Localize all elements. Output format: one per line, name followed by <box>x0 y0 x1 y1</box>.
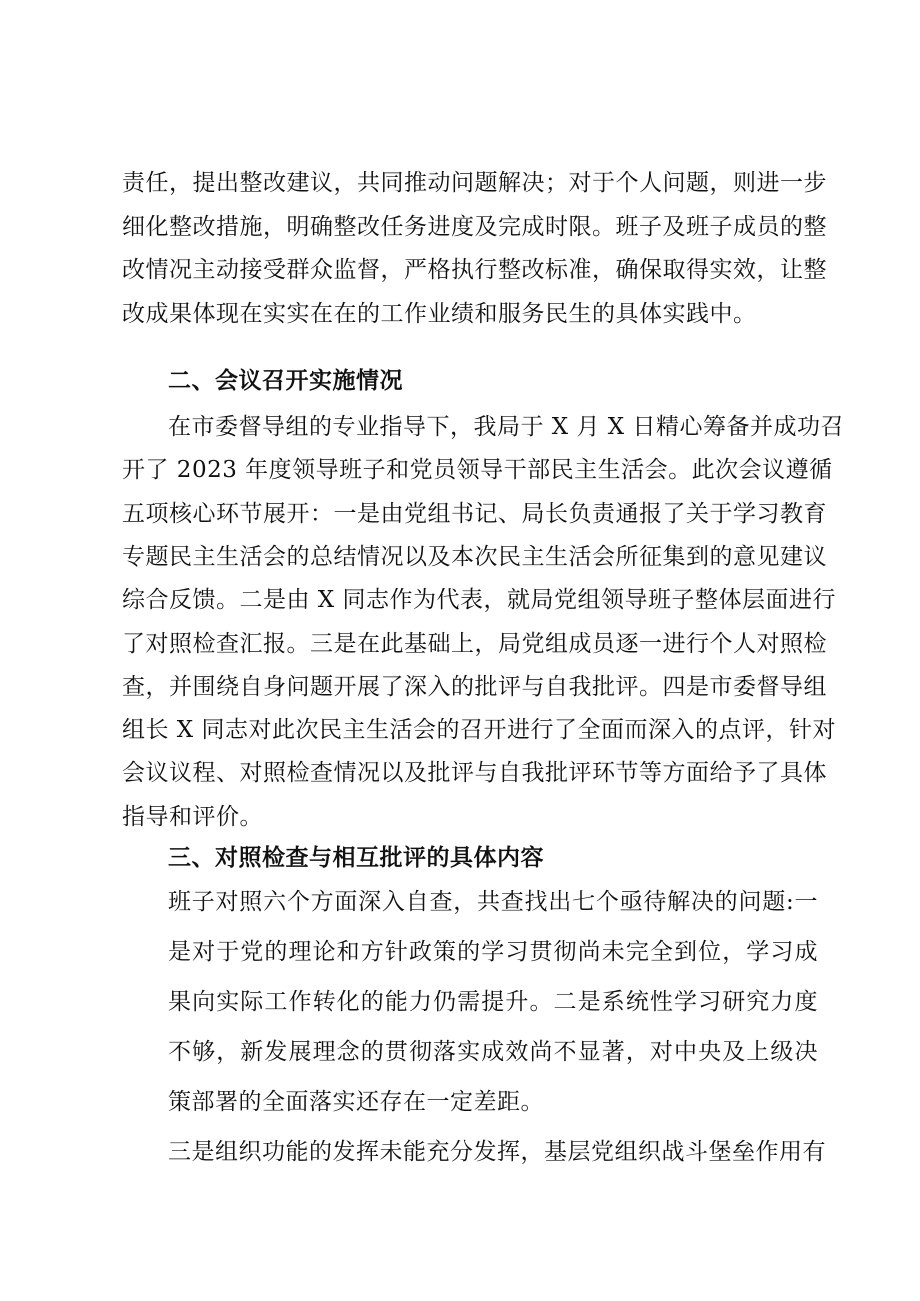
text-line: 五项核心环节展开：一是由党组书记、局长负责通报了关于学习教育 <box>122 501 827 527</box>
text-line: 指导和评价。 <box>122 804 263 830</box>
text-line: 班子对照六个方面深入自查，共查找出七个亟待解决的问题:一 <box>168 889 818 915</box>
text-line: 策部署的全面落实还存在一定差距。 <box>168 1089 544 1115</box>
text-line: 果向实际工作转化的能力仍需提升。二是系统性学习研究力度 <box>168 989 818 1015</box>
text-line: 会议议程、对照检查情况以及批评与自我批评环节等方面给予了具体 <box>122 760 827 786</box>
text-line: 细化整改措施，明确整改任务进度及完成时限。班子及班子成员的整 <box>122 214 827 240</box>
text-line: 组长 X 同志对此次民主生活会的召开进行了全面而深入的点评，针对 <box>122 717 836 743</box>
text-line: 是对于党的理论和方针政策的学习贯彻尚未完全到位，学习成 <box>168 939 818 965</box>
text-line: 不够，新发展理念的贯彻落实成效尚不显著，对中央及上级决 <box>168 1039 818 1065</box>
text-line: 责任，提出整改建议，共同推动问题解决；对于个人问题，则进一步 <box>122 170 827 196</box>
section-heading-meeting: 二、会议召开实施情况 <box>168 368 403 394</box>
text-line: 综合反馈。二是由 X 同志作为代表，就局党组领导班子整体层面进行 <box>122 587 836 613</box>
text-line: 改情况主动接受群众监督，严格执行整改标准，确保取得实效，让整 <box>122 257 827 283</box>
section-heading-review: 三、对照检查与相互批评的具体内容 <box>168 845 544 871</box>
text-line: 专题民主生活会的总结情况以及本次民主生活会所征集到的意见建议 <box>122 544 827 570</box>
text-line: 查，并围绕自身问题开展了深入的批评与自我批评。四是市委督导组 <box>122 674 827 700</box>
text-line: 三是组织功能的发挥未能充分发挥，基层党组织战斗堡垒作用有 <box>168 1139 826 1165</box>
text-line: 了对照检查汇报。三是在此基础上，局党组成员逐一进行个人对照检 <box>122 631 827 657</box>
text-line: 在市委督导组的专业指导下，我局于 X 月 X 日精心筹备并成功召 <box>168 414 844 440</box>
text-line: 改成果体现在实实在在的工作业绩和服务民生的具体实践中。 <box>122 301 757 327</box>
text-line: 开了 2023 年度领导班子和党员领导干部民主生活会。此次会议遵循 <box>122 457 833 483</box>
